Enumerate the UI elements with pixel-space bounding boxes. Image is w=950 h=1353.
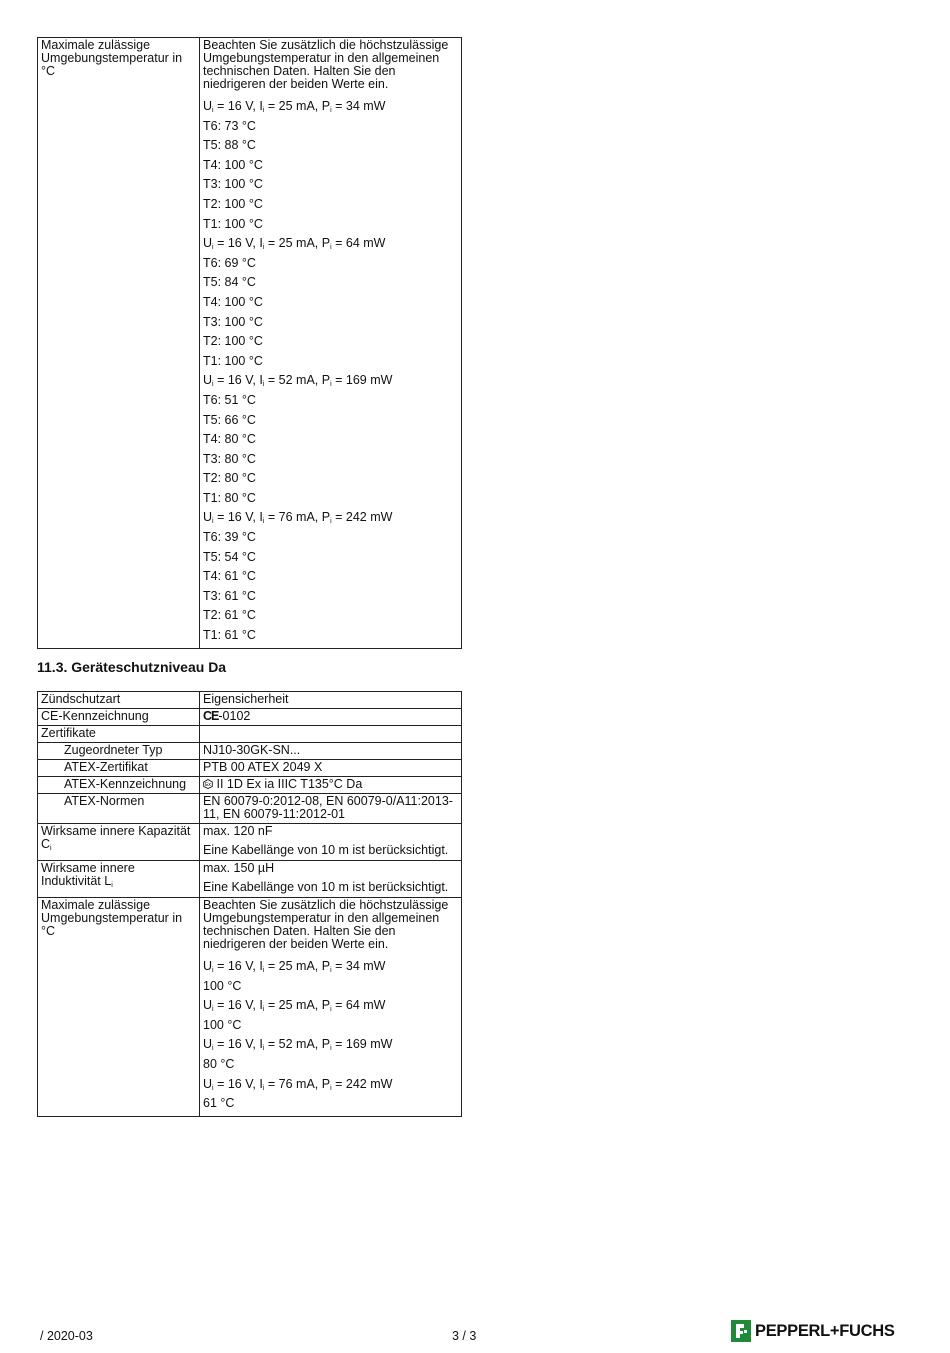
temp-value: 100 °C — [203, 1017, 242, 1032]
temperature-table-1 — [37, 37, 462, 649]
section-heading: 11.3. Geräteschutzniveau Da — [37, 659, 227, 675]
inductance-note: Eine Kabellänge von 10 m ist berücksichtigt. — [203, 880, 449, 894]
temp-value-cell — [200, 38, 462, 649]
table-row — [38, 794, 462, 824]
row-value: Eigensicherheit — [200, 692, 462, 709]
table-row — [38, 861, 462, 898]
temp-value: 80 °C — [203, 1056, 235, 1071]
electrical-params: $U_i = 16$ V, $I_i = 52$ mA, $P_i = 169$ mW — [203, 1037, 393, 1053]
temp-class-value: T6: 51 °C — [203, 392, 256, 407]
row-value — [200, 726, 462, 743]
subscript: i — [50, 845, 52, 852]
inductance-label: Wirksame innere Induktivität L — [41, 861, 135, 888]
row-value: NJ10-30GK-SN... — [200, 743, 462, 760]
brand-logo — [731, 1320, 895, 1342]
ce-mark-icon: CE — [203, 709, 219, 723]
electrical-params: $U_i = 16$ V, $I_i = 76$ mA, $P_i = 242$ mW — [203, 1076, 393, 1092]
row-value: EN 60079-0:2012-08, EN 60079-0/A11:2013-11, EN 60079-11:2012-01 — [200, 794, 462, 824]
electrical-params: $U_i = 16$ V, $I_i = 76$ mA, $P_i = 242$ mW — [203, 510, 393, 526]
temp-class-value: T4: 100 °C — [203, 294, 263, 309]
ex-hexagon-icon — [203, 779, 213, 789]
temp-class-value: T5: 54 °C — [203, 549, 256, 564]
temp-class-value: T1: 100 °C — [203, 216, 263, 231]
temp-value: 61 °C — [203, 1096, 235, 1111]
temp-class-value: T5: 84 °C — [203, 275, 256, 290]
temp-note: Beachten Sie zusätzlich die höchstzulässige Umgebungstemperatur in den allgemeinen technischen Daten. Halten Sie den niedrigeren der beiden Werte ein. — [203, 38, 449, 91]
row-label: Zugeordneter Typ — [38, 743, 200, 760]
row-label: Maximale zulässige Umgebungstemperatur in °C — [38, 898, 200, 1117]
temp-class-value: T3: 80 °C — [203, 451, 256, 466]
row-label — [38, 861, 200, 898]
temp-class-value: T3: 61 °C — [203, 588, 256, 603]
inductance-value: max. 150 µH — [203, 861, 275, 875]
row-label — [38, 824, 200, 861]
temp-values — [203, 97, 458, 646]
page-number: 3 / 3 — [452, 1329, 477, 1343]
brand-name: PEPPERL+FUCHS — [755, 1321, 895, 1340]
row-label: Zündschutzart — [38, 692, 200, 709]
temp-values — [203, 957, 458, 1114]
electrical-params: $U_i = 16$ V, $I_i = 25$ mA, $P_i = 64$ mW — [203, 236, 386, 252]
table-row — [38, 824, 462, 861]
temp-class-value: T4: 80 °C — [203, 432, 256, 447]
electrical-params: $U_i = 16$ V, $I_i = 52$ mA, $P_i = 169$ mW — [203, 373, 393, 389]
table-row — [38, 709, 462, 726]
temp-class-value: T6: 39 °C — [203, 530, 256, 545]
device-protection-table — [37, 691, 462, 1117]
temp-class-value: T2: 61 °C — [203, 608, 256, 623]
row-label: CE-Kennzeichnung — [38, 709, 200, 726]
table-row — [38, 777, 462, 794]
row-label: Zertifikate — [38, 726, 200, 743]
table-row — [38, 692, 462, 709]
row-value: PTB 00 ATEX 2049 X — [200, 760, 462, 777]
temp-value: 100 °C — [203, 978, 242, 993]
table-row — [38, 898, 462, 1117]
atex-marking: II 1D Ex ia IIIC T135°C Da — [216, 777, 363, 791]
ce-number: -0102 — [218, 709, 251, 723]
temp-class-value: T6: 73 °C — [203, 118, 256, 133]
subscript: i — [111, 882, 113, 889]
capacitance-note: Eine Kabellänge von 10 m ist berücksichtigt. — [203, 843, 449, 857]
table-row — [38, 743, 462, 760]
temp-class-value: T1: 80 °C — [203, 490, 256, 505]
row-value — [200, 898, 462, 1117]
row-value — [200, 861, 462, 898]
temp-class-value: T1: 100 °C — [203, 353, 263, 368]
svg-text:Ex: Ex — [205, 782, 211, 789]
row-label: ATEX-Kennzeichnung — [38, 777, 200, 794]
temp-class-value: T2: 100 °C — [203, 334, 263, 349]
row-label: ATEX-Normen — [38, 794, 200, 824]
temp-note: Beachten Sie zusätzlich die höchstzulässige Umgebungstemperatur in den allgemeinen technischen Daten. Halten Sie den niedrigeren der beiden Werte ein. — [203, 898, 449, 951]
temp-class-value: T2: 100 °C — [203, 196, 263, 211]
row-value — [200, 824, 462, 861]
table-row — [38, 760, 462, 777]
temp-class-value: T6: 69 °C — [203, 255, 256, 270]
footer-date: / 2020-03 — [40, 1329, 93, 1343]
electrical-params: $U_i = 16$ V, $I_i = 25$ mA, $P_i = 34$ mW — [203, 99, 386, 114]
row-value — [200, 777, 462, 794]
pf-logo-icon — [731, 1320, 751, 1342]
temp-label-cell — [38, 38, 200, 649]
temp-class-value: T3: 100 °C — [203, 177, 263, 192]
temp-class-value: T5: 88 °C — [203, 138, 256, 153]
temp-class-value: T3: 100 °C — [203, 314, 263, 329]
table-row — [38, 726, 462, 743]
electrical-params: $U_i = 16$ V, $I_i = 25$ mA, $P_i = 64$ mW — [203, 998, 386, 1014]
temp-class-value: T4: 61 °C — [203, 569, 256, 584]
electrical-params: $U_i = 16$ V, $I_i = 25$ mA, $P_i = 34$ mW — [203, 959, 386, 974]
capacitance-value: max. 120 nF — [203, 824, 273, 838]
temp-class-value: T5: 66 °C — [203, 412, 256, 427]
row-label: ATEX-Zertifikat — [38, 760, 200, 777]
row-value — [200, 709, 462, 726]
capacitance-label: Wirksame innere Kapazität C — [41, 824, 191, 851]
temp-class-value: T2: 80 °C — [203, 471, 256, 486]
temp-class-value: T4: 100 °C — [203, 157, 263, 172]
temp-class-value: T1: 61 °C — [203, 628, 256, 643]
temp-label: Maximale zulässige Umgebungstemperatur in °C — [41, 38, 183, 78]
